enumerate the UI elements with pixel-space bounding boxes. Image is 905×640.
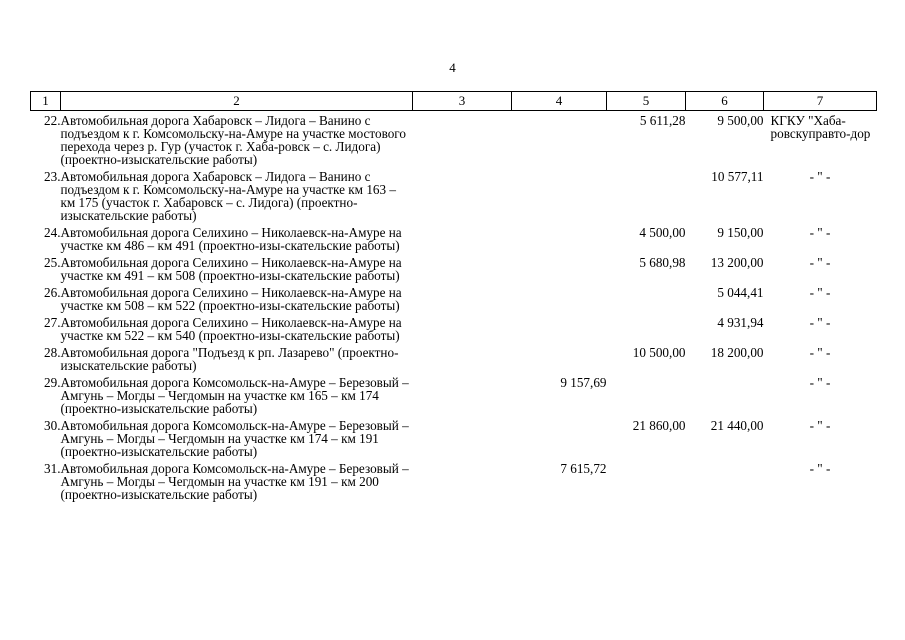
cell-num: 24. <box>44 225 61 240</box>
cell-c5 <box>607 316 686 346</box>
cell-c5: 21 860,00 <box>632 418 686 433</box>
table-row <box>31 286 877 316</box>
cell-c5 <box>607 286 686 316</box>
cell-num: 22. <box>44 113 61 128</box>
cell-c3 <box>413 462 512 505</box>
cell-c3 <box>413 256 512 286</box>
column-header-4: 4 <box>512 92 607 111</box>
cell-name: Автомобильная дорога Селихино – Николаевск-на-Амуре на участке км 522 – км 540 (проектно-изы-скательские работы) <box>60 315 402 343</box>
cell-num: 25. <box>44 255 61 270</box>
cell-c7: - " - <box>809 461 831 476</box>
cell-c4 <box>512 316 607 346</box>
table-row <box>31 346 877 376</box>
cell-c3 <box>413 170 512 226</box>
column-header-2: 2 <box>61 92 413 111</box>
cell-num: 28. <box>44 345 61 360</box>
cell-c6 <box>686 462 764 505</box>
cell-c6: 9 500,00 <box>717 113 764 128</box>
cell-c7: - " - <box>809 169 831 184</box>
table-row <box>31 256 877 286</box>
cell-c3 <box>413 316 512 346</box>
cell-c5: 5 680,98 <box>639 255 686 270</box>
table-row <box>31 376 877 419</box>
cell-name: Автомобильная дорога Селихино – Николаевск-на-Амуре на участке км 486 – км 491 (проектно-изы-скательские работы) <box>60 225 402 253</box>
cell-c7: - " - <box>809 315 831 330</box>
cell-c6: 13 200,00 <box>710 255 764 270</box>
header-row <box>31 92 877 111</box>
cell-c4 <box>512 226 607 256</box>
cell-c7: - " - <box>809 285 831 300</box>
cell-num: 26. <box>44 285 61 300</box>
cell-name: Автомобильная дорога Хабаровск – Лидога – Ванино с подъездом к г. Комсомольску-на-Амуре на участке мостового перехода через р. Гур (участок г. Хаба-ровск – с. Лидога) (проектно-изыскательские работы) <box>60 113 406 167</box>
cell-c4 <box>512 170 607 226</box>
table-row <box>31 111 877 171</box>
table-row <box>31 419 877 462</box>
cell-c4: 7 615,72 <box>560 461 607 476</box>
cell-num: 30. <box>44 418 61 433</box>
cell-c5 <box>607 376 686 419</box>
cell-c6: 4 931,94 <box>717 315 764 330</box>
cell-num: 31. <box>44 461 61 476</box>
column-header-1: 1 <box>31 92 61 111</box>
cell-c7: КГКУ "Хаба-ровскуправто-дор <box>770 113 871 141</box>
cell-c7: - " - <box>809 418 831 433</box>
cell-name: Автомобильная дорога Комсомольск-на-Амуре – Березовый – Амгунь – Могды – Чегдомын на участке км 174 – км 191 (проектно-изыскательские работы) <box>60 418 409 459</box>
table-row <box>31 462 877 505</box>
cell-c3 <box>413 226 512 256</box>
cell-c5: 10 500,00 <box>632 345 686 360</box>
cell-c6: 5 044,41 <box>717 285 764 300</box>
cell-c3 <box>413 111 512 171</box>
cell-c6: 9 150,00 <box>717 225 764 240</box>
cell-num: 29. <box>44 375 61 390</box>
cell-c5 <box>607 462 686 505</box>
cell-num: 23. <box>44 169 61 184</box>
cell-c4 <box>512 111 607 171</box>
cell-c5 <box>607 170 686 226</box>
cell-c3 <box>413 286 512 316</box>
cell-c3 <box>413 419 512 462</box>
cell-name: Автомобильная дорога Селихино – Николаевск-на-Амуре на участке км 508 – км 522 (проектно-изы-скательские работы) <box>60 285 402 313</box>
cell-num: 27. <box>44 315 61 330</box>
table-row <box>31 316 877 346</box>
table-body <box>31 111 877 506</box>
cell-c6: 18 200,00 <box>710 345 764 360</box>
cell-c4: 9 157,69 <box>560 375 607 390</box>
cell-c4 <box>512 286 607 316</box>
works-table <box>30 91 877 505</box>
table-row <box>31 170 877 226</box>
cell-c7: - " - <box>809 345 831 360</box>
cell-name: Автомобильная дорога Хабаровск – Лидога – Ванино с подъездом к г. Комсомольску-на-Амуре на участке км 163 – км 175 (участок г. Хабаровск – с. Лидога) (проектно-изыскательские работы) <box>60 169 396 223</box>
cell-c7: - " - <box>809 255 831 270</box>
column-header-3: 3 <box>413 92 512 111</box>
cell-c6: 21 440,00 <box>710 418 764 433</box>
column-header-5: 5 <box>607 92 686 111</box>
cell-c3 <box>413 376 512 419</box>
cell-c6 <box>686 376 764 419</box>
cell-name: Автомобильная дорога Комсомольск-на-Амуре – Березовый – Амгунь – Могды – Чегдомын на участке км 165 – км 174 (проектно-изыскательские работы) <box>60 375 409 416</box>
cell-c4 <box>512 346 607 376</box>
cell-c4 <box>512 419 607 462</box>
cell-c5: 5 611,28 <box>639 113 686 128</box>
cell-c6: 10 577,11 <box>711 169 764 184</box>
cell-c3 <box>413 346 512 376</box>
table-row <box>31 226 877 256</box>
column-header-6: 6 <box>686 92 764 111</box>
cell-name: Автомобильная дорога "Подъезд к рп. Лазарево" (проектно-изыскательские работы) <box>60 345 399 373</box>
cell-c5: 4 500,00 <box>639 225 686 240</box>
cell-c7: - " - <box>809 375 831 390</box>
page-number: 4 <box>449 60 456 75</box>
cell-name: Автомобильная дорога Селихино – Николаевск-на-Амуре на участке км 491 – км 508 (проектно-изы-скательские работы) <box>60 255 402 283</box>
column-header-7: 7 <box>764 92 877 111</box>
cell-c7: - " - <box>809 225 831 240</box>
cell-c4 <box>512 256 607 286</box>
cell-name: Автомобильная дорога Комсомольск-на-Амуре – Березовый – Амгунь – Могды – Чегдомын на участке км 191 – км 200 (проектно-изыскательские работы) <box>60 461 409 502</box>
